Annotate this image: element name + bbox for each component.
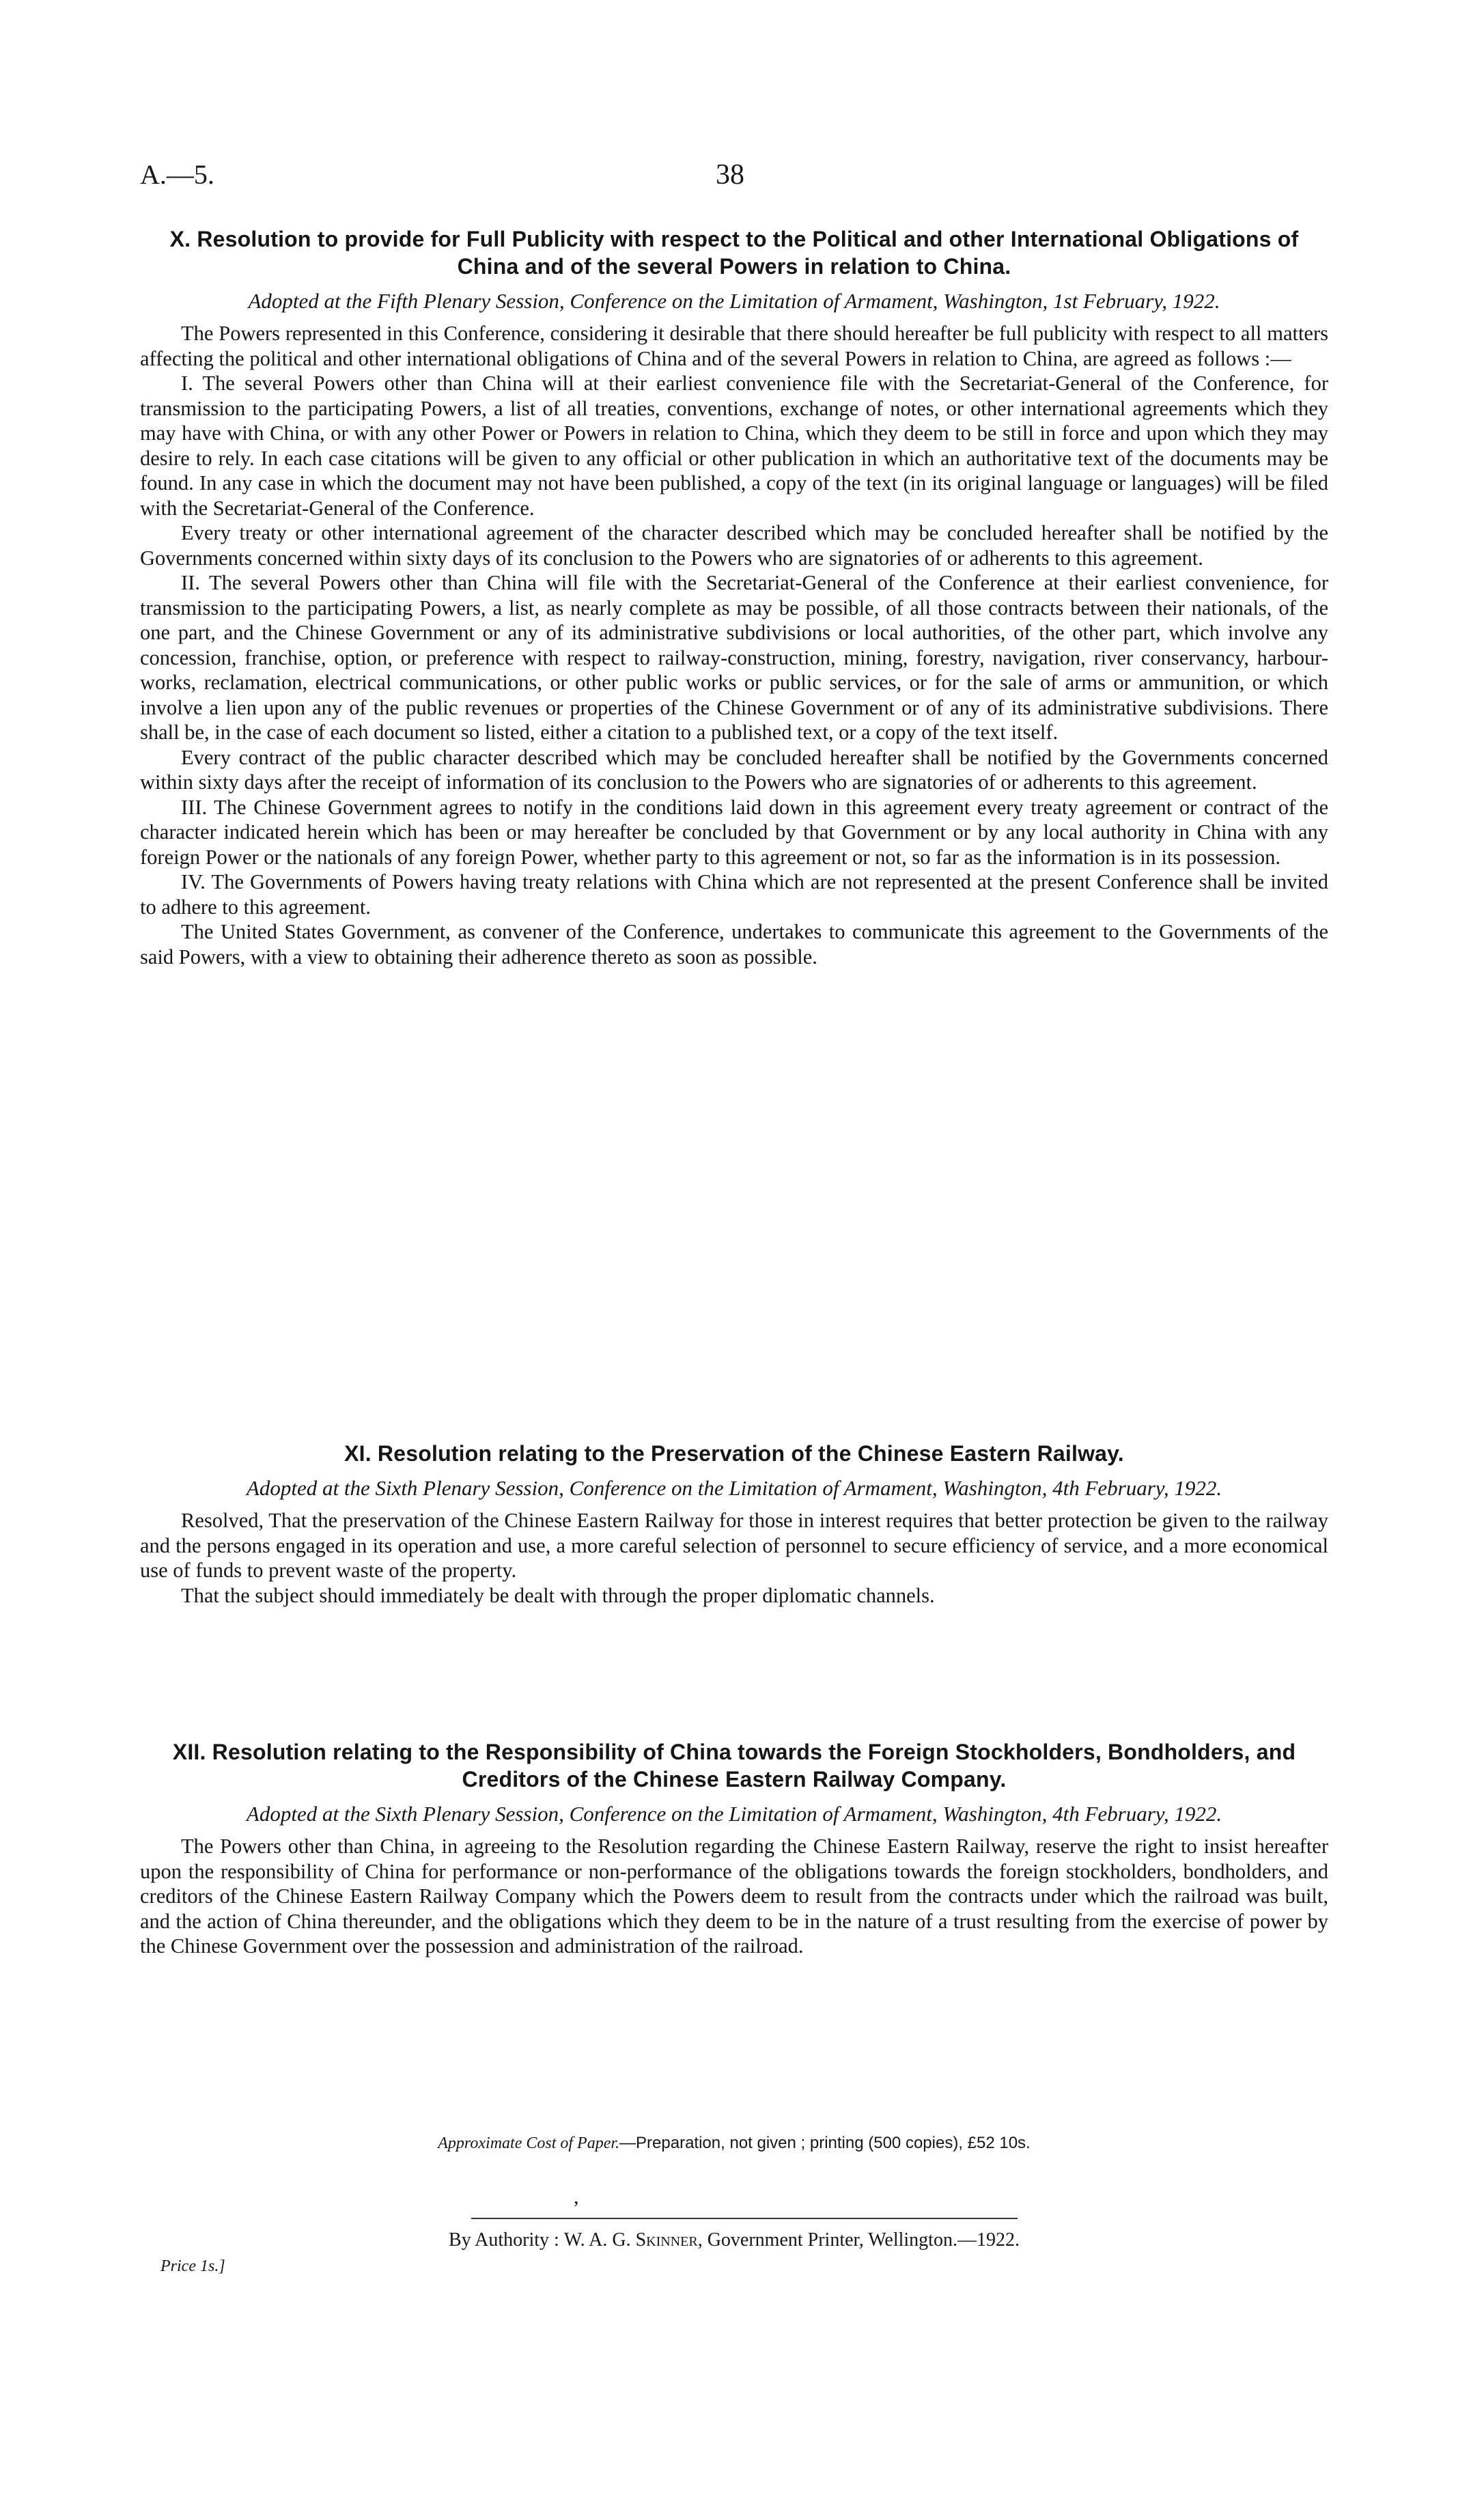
cost-label: Approximate Cost of Paper. xyxy=(438,2134,620,2152)
authority-rest: , Government Printer, Wellington.—1922. xyxy=(697,2229,1020,2251)
section-heading: XII. Resolution relating to the Responsibility of China towards the Foreign Stockholders, Bondholders, and Creditors of the Chinese Eastern Railway Company. xyxy=(172,1740,1296,1792)
paragraph: III. The Chinese Government agrees to notify in the conditions laid down in this agreement every treaty agreement or contract of the character indicated herein which has been or may hereafter be concluded by that Government or by any local authority in China with any foreign Power or the nationals of any foreign Power, whether party to this agreement or not, so far as the information is in its possession. xyxy=(140,795,1328,869)
printer-authority xyxy=(140,2229,1328,2251)
paragraph: That the subject should immediately be dealt with through the proper diplomatic channels. xyxy=(181,1583,935,1607)
paragraph: I. The several Powers other than China will at their earliest convenience file with the Secretariat-General of the Conference, for transmission to the participating Powers, a list of all treaties, conventions, exchange of notes, or other international agreements which they may have with China, or with any other Power or Powers in relation to China, which they deem to be still in force and upon which they may desire to rely. In each case citations will be given to any official or other publication in which an authoritative text of the documents may be found. In any case in which the document may not have been published, a copy of the text (in its original language or languages) will be filed with the Secretariat-General of the Conference. xyxy=(140,372,1328,520)
paragraph: Every contract of the public character described which may be concluded hereafter shall be notified by the Governments concerned within sixty days after the receipt of information of its conclusion to the Powers who are signatories of or adherents to this agreement. xyxy=(140,745,1328,794)
adopted-line: Adopted at the Sixth Plenary Session, Conference on the Limitation of Armament, Washington, 4th February, 1922. xyxy=(246,1476,1222,1500)
paragraph: The Powers other than China, in agreeing to the Resolution regarding the Chinese Eastern Railway, reserve the right to insist hereafter upon the responsibility of China for performance or non-performance of the obligations towards the foreign stockholders, bondholders, and creditors of the Chinese Eastern Railway Company which the Powers deem to result from the contracts under which the railroad was built, and the action of China thereunder, and the obligations which they deem to be in the nature of a trust resulting from the exercise of power by the Chinese Government over the possession and administration of the railroad. xyxy=(140,1835,1328,1958)
authority-label: By Authority : xyxy=(449,2229,559,2251)
paragraph: The United States Government, as convener of the Conference, undertakes to communicate this agreement to the Governments of the said Powers, with a view to obtaining their adherence thereto as soon as possible. xyxy=(140,920,1328,969)
cost-text: —Preparation, not given ; printing (500 copies), £52 10s. xyxy=(619,2134,1031,2152)
resolution-x xyxy=(140,225,1328,969)
page-number: 38 xyxy=(716,159,744,191)
section-heading: XI. Resolution relating to the Preservation of the Chinese Eastern Railway. xyxy=(344,1441,1124,1466)
price-note: Price 1s.] xyxy=(160,2257,225,2275)
paragraph: Resolved, That the preservation of the Chinese Eastern Railway for those in interest requires that better protection be given to the railway and the persons engaged in its operation and use, a more careful selection of personnel to secure efficiency of service, and a more economical use of funds to prevent waste of the property. xyxy=(140,1509,1328,1582)
paragraph: II. The several Powers other than China will file with the Secretariat-General of the Conference at their earliest convenience, for transmission to the participating Powers, a list, as nearly complete as may be possible, of all those contracts between their nationals, of the one part, and the Chinese Government or any of its administrative subdivisions or local authorities, of the other part, which involve any concession, franchise, option, or preference with respect to railway-construction, mining, forestry, navigation, river conservancy, harbour-works, reclamation, electrical communications, or other public works or public services, or for the sale of arms or ammunition, or which involve a lien upon any of the public revenues or properties of the Chinese Government or of any of its administrative subdivisions. There shall be, in the case of each document so listed, either a citation to a published text, or a copy of the text itself. xyxy=(140,571,1328,744)
resolution-xii xyxy=(140,1738,1328,1959)
paragraph: Every treaty or other international agreement of the character described which may be concluded hereafter shall be notified by the Governments concerned within sixty days of its conclusion to the Powers who are signatories of or adherents to this agreement. xyxy=(140,521,1328,570)
divider-rule xyxy=(471,2218,1018,2219)
section-heading: X. Resolution to provide for Full Publicity with respect to the Political and other International Obligations of China and of the several Powers in relation to China. xyxy=(169,227,1299,279)
paragraph: The Powers represented in this Conference, considering it desirable that there should hereafter be full publicity with respect to all matters affecting the political and other international obligations of China and of the several Powers in relation to China, are agreed as follows :— xyxy=(140,322,1328,370)
resolution-xi xyxy=(140,1440,1328,1608)
paragraph: IV. The Governments of Powers having treaty relations with China which are not represented at the present Conference shall be invited to adhere to this agreement. xyxy=(140,870,1328,919)
page-reference: A.—5. xyxy=(140,159,214,190)
adopted-line: Adopted at the Sixth Plenary Session, Conference on the Limitation of Armament, Washington, 4th February, 1922. xyxy=(246,1802,1222,1826)
adopted-line: Adopted at the Fifth Plenary Session, Conference on the Limitation of Armament, Washington, 1st February, 1922. xyxy=(248,289,1220,313)
page-header xyxy=(140,158,1320,206)
printer-name: W. A. G. Skinner xyxy=(563,2229,698,2251)
cost-of-paper xyxy=(140,2134,1328,2153)
stray-mark: , xyxy=(574,2186,579,2208)
